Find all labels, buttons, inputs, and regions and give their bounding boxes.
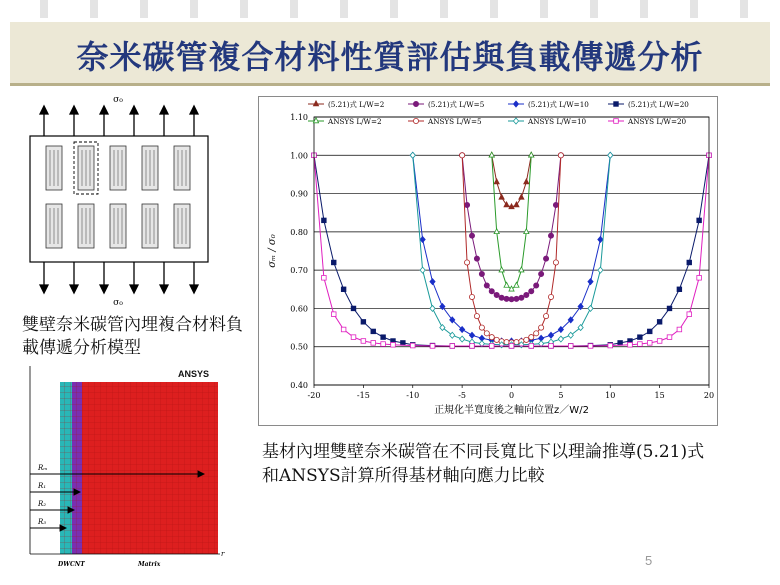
data-marker <box>440 325 445 331</box>
series-group <box>410 152 613 344</box>
data-marker <box>614 119 619 124</box>
data-marker <box>464 202 469 207</box>
data-marker <box>529 289 534 294</box>
x-tick-label: 10 <box>605 391 616 400</box>
data-marker <box>450 332 455 338</box>
page-number: 5 <box>645 553 653 568</box>
data-marker <box>608 152 613 158</box>
chart-caption: 基材內埋雙壁奈米碳管在不同長寬比下以理論推導(5.21)式和ANSYS計算所得基材軸向應力比較 <box>262 442 705 486</box>
data-marker <box>697 218 702 223</box>
series-line <box>462 155 561 299</box>
fe-axis-label: r <box>221 550 225 558</box>
series-line <box>492 155 532 289</box>
top-stripe <box>90 0 98 18</box>
data-marker <box>479 325 484 330</box>
x-tick-label: -15 <box>356 391 370 400</box>
series-line <box>314 155 709 346</box>
data-marker <box>413 118 418 123</box>
data-marker <box>420 267 425 273</box>
top-stripe <box>390 0 398 18</box>
data-marker <box>513 101 518 107</box>
x-axis-label: 正規化半寬度後之軸向位置z／W/2 <box>434 405 589 416</box>
data-marker <box>618 341 623 346</box>
data-marker <box>474 313 479 318</box>
data-marker <box>519 267 524 272</box>
ansys-fe-model <box>28 362 228 570</box>
top-stripe <box>240 0 248 18</box>
data-marker <box>469 332 474 338</box>
legend-label: (5.21)式 L/W=10 <box>528 100 589 109</box>
series-line <box>314 155 709 346</box>
data-marker <box>677 327 682 332</box>
data-marker <box>504 340 509 345</box>
data-marker <box>361 339 366 344</box>
data-marker <box>568 332 573 338</box>
top-stripe <box>490 0 498 18</box>
stress-chart-frame <box>258 96 718 426</box>
top-stripe <box>540 0 548 18</box>
data-marker <box>697 276 702 281</box>
data-marker <box>331 260 336 265</box>
data-marker <box>509 344 514 349</box>
data-marker <box>371 329 376 334</box>
data-marker <box>614 102 619 107</box>
data-marker <box>598 267 603 273</box>
dwcnt-label: DWCNT <box>58 561 85 568</box>
top-stripe <box>290 0 298 18</box>
data-marker <box>509 297 514 302</box>
series-group <box>312 153 712 348</box>
data-marker <box>499 194 504 199</box>
x-tick-label: -10 <box>406 391 420 400</box>
data-marker <box>430 344 435 349</box>
x-tick-label: -5 <box>458 391 467 400</box>
bottom-arrows <box>40 262 198 293</box>
data-marker <box>588 344 593 349</box>
top-stripe <box>440 0 448 18</box>
data-marker <box>534 283 539 288</box>
data-marker <box>401 341 406 346</box>
data-marker <box>361 320 366 325</box>
y-tick-label: 0.50 <box>290 342 308 352</box>
data-marker <box>410 343 415 348</box>
legend-label: ANSYS L/W=5 <box>428 117 482 126</box>
data-marker <box>549 344 554 349</box>
data-marker <box>534 331 539 336</box>
data-marker <box>413 101 418 106</box>
data-marker <box>489 152 494 157</box>
data-marker <box>558 336 563 342</box>
ansys-logo: ANSYS <box>178 369 210 379</box>
data-marker <box>470 344 475 349</box>
data-marker <box>657 339 662 344</box>
top-stripe <box>340 0 348 18</box>
x-tick-label: 15 <box>654 391 665 400</box>
data-marker <box>494 292 499 297</box>
series-group <box>410 152 613 348</box>
data-marker <box>474 256 479 261</box>
data-marker <box>420 237 425 243</box>
y-tick-label: 0.40 <box>290 381 308 390</box>
data-marker <box>558 153 563 158</box>
legend-label: (5.21)式 L/W=5 <box>428 100 485 109</box>
data-marker <box>494 179 499 184</box>
r-label: R₁ <box>38 482 47 490</box>
data-marker <box>543 313 548 318</box>
data-marker <box>514 340 519 345</box>
data-marker <box>548 332 553 338</box>
data-marker <box>341 287 346 292</box>
r-label: R₃ <box>38 518 47 526</box>
legend-label: ANSYS L/W=2 <box>328 117 382 126</box>
series-group <box>489 152 534 209</box>
data-marker <box>494 337 499 342</box>
data-marker <box>667 335 672 340</box>
data-marker <box>489 344 494 349</box>
data-marker <box>588 279 593 285</box>
top-stripe <box>40 0 48 18</box>
stress-chart <box>259 97 717 425</box>
data-marker <box>313 101 318 106</box>
data-marker <box>381 342 386 347</box>
data-marker <box>608 343 613 348</box>
data-marker <box>667 306 672 311</box>
sigma-bottom-label: σ₀ <box>113 298 123 307</box>
data-marker <box>351 306 356 311</box>
data-marker <box>539 325 544 330</box>
data-marker <box>647 329 652 334</box>
data-marker <box>410 152 415 158</box>
data-marker <box>460 336 465 342</box>
y-tick-label: 1.10 <box>290 113 308 122</box>
data-marker <box>548 294 553 299</box>
data-marker <box>430 305 435 311</box>
series-group <box>312 153 712 348</box>
legend-label: ANSYS L/W=20 <box>628 117 687 126</box>
matrix-label: Matrix <box>138 561 161 568</box>
data-marker <box>519 295 524 300</box>
data-marker <box>504 282 509 287</box>
x-tick-label: 5 <box>558 391 564 400</box>
data-marker <box>687 312 692 317</box>
data-marker <box>509 286 514 291</box>
legend-label: ANSYS L/W=10 <box>528 117 587 126</box>
data-marker <box>514 296 519 301</box>
data-marker <box>524 292 529 297</box>
data-marker <box>588 305 593 311</box>
top-arrows <box>40 106 198 137</box>
data-marker <box>469 233 474 238</box>
data-marker <box>381 335 386 340</box>
data-marker <box>539 271 544 276</box>
series-line <box>413 155 611 345</box>
y-tick-label: 0.80 <box>290 227 308 237</box>
data-marker <box>322 276 327 281</box>
data-marker <box>529 335 534 340</box>
data-marker <box>638 335 643 340</box>
data-marker <box>519 194 524 199</box>
data-marker <box>489 289 494 294</box>
data-marker <box>524 229 529 234</box>
data-marker <box>430 279 435 285</box>
data-marker <box>479 271 484 276</box>
data-marker <box>464 260 469 265</box>
data-marker <box>489 335 494 340</box>
x-tick-label: -20 <box>307 391 321 400</box>
model-caption: 雙壁奈米碳管內埋複合材料負載傳遞分析模型 <box>22 315 243 358</box>
data-marker <box>657 320 662 325</box>
data-marker <box>513 118 518 124</box>
data-marker <box>391 343 396 348</box>
data-marker <box>494 229 499 234</box>
data-marker <box>578 325 583 331</box>
data-marker <box>484 331 489 336</box>
data-marker <box>499 267 504 272</box>
data-marker <box>638 342 643 347</box>
x-tick-label: 0 <box>508 391 515 400</box>
slide-title: 奈米碳管複合材料性質評估與負載傳遞分析 <box>76 38 704 76</box>
top-stripe <box>190 0 198 18</box>
y-tick-label: 0.90 <box>290 189 308 199</box>
top-stripe <box>590 0 598 18</box>
title-banner <box>10 22 770 86</box>
data-marker <box>524 179 529 184</box>
data-marker <box>484 283 489 288</box>
data-marker <box>351 335 356 340</box>
data-marker <box>529 152 534 157</box>
data-marker <box>529 344 534 349</box>
data-marker <box>514 282 519 287</box>
y-tick-label: 1.00 <box>290 151 308 161</box>
data-marker <box>331 312 336 317</box>
composite-schematic <box>18 92 218 307</box>
y-tick-label: 0.60 <box>290 304 308 314</box>
series-group <box>460 153 564 302</box>
r-label: R₂ <box>38 500 47 508</box>
top-stripe <box>640 0 648 18</box>
sigma-top-label: σ₀ <box>113 95 123 105</box>
data-marker <box>548 233 553 238</box>
data-marker <box>553 260 558 265</box>
data-marker <box>543 256 548 261</box>
r-label: Rₘ <box>38 464 48 472</box>
data-marker <box>371 341 376 346</box>
data-marker <box>598 237 603 243</box>
y-axis-label: σₘ / σ₀ <box>267 234 278 268</box>
data-marker <box>469 294 474 299</box>
data-marker <box>341 327 346 332</box>
data-marker <box>628 343 633 348</box>
data-marker <box>677 287 682 292</box>
top-stripe <box>690 0 698 18</box>
series-line <box>413 155 611 341</box>
top-stripe <box>140 0 148 18</box>
y-tick-label: 0.70 <box>290 266 308 276</box>
top-stripe <box>740 0 748 18</box>
legend-label: (5.21)式 L/W=2 <box>328 100 385 109</box>
legend-label: (5.21)式 L/W=20 <box>628 100 689 109</box>
data-marker <box>568 344 573 349</box>
fe-mesh-overlay <box>60 382 218 554</box>
data-marker <box>499 295 504 300</box>
x-tick-label: 20 <box>703 391 715 400</box>
data-marker <box>450 344 455 349</box>
data-marker <box>504 296 509 301</box>
data-marker <box>647 341 652 346</box>
data-marker <box>687 260 692 265</box>
data-marker <box>553 202 558 207</box>
data-marker <box>322 218 327 223</box>
data-marker <box>460 153 465 158</box>
data-marker <box>524 337 529 342</box>
